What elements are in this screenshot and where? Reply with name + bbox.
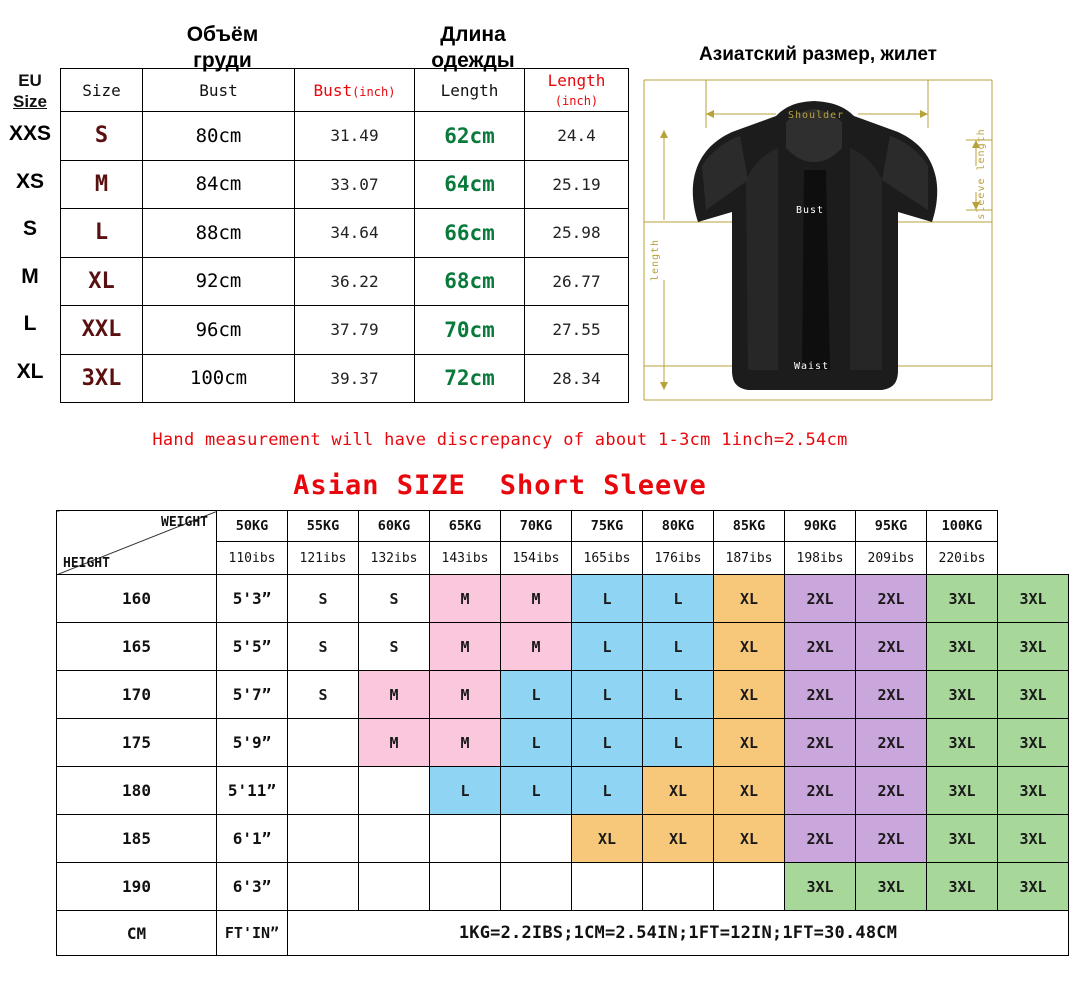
size-cell: 3XL [998,575,1069,623]
size-cell: 2XL [856,767,927,815]
height-ft: 5'7” [217,671,288,719]
grid-row [57,671,1069,719]
size-cell [643,863,714,911]
size-cell: S [359,575,430,623]
size-cell: 3XL [927,815,998,863]
header-asian-vest: Азиатский размер, жилет [699,44,937,65]
grid-row [57,623,1069,671]
size-cell: XL [643,815,714,863]
size-cell: XL [714,767,785,815]
size-cell: S [288,575,359,623]
size-cell: 3XL [927,575,998,623]
asian-size-title-left: Asian SIZE [293,470,466,501]
size-cell: L [643,671,714,719]
size-cell: 3XL [927,671,998,719]
cell-length-inch: 28.34 [525,354,629,403]
header-bust-line1: Объём [186,23,259,46]
cell-bust-inch: 33.07 [295,160,415,209]
size-cell: M [501,623,572,671]
size-cell: 2XL [856,623,927,671]
size-cell: 2XL [785,767,856,815]
eu-size-value: XXS [8,122,52,145]
grid-row [57,815,1069,863]
column-header-size: Size [61,69,143,112]
svg-text:Bust: Bust [796,205,825,216]
table-row [61,112,629,161]
cell-bust: 88cm [143,209,295,258]
column-header-bust: Bust [143,69,295,112]
size-cell: L [643,623,714,671]
size-cell: 2XL [785,575,856,623]
size-cell: 3XL [998,863,1069,911]
cell-length: 70cm [415,306,525,355]
weight-kg: 60KG [359,511,430,542]
weight-ibs: 132ibs [359,542,430,575]
size-chart-top-section [0,0,1000,450]
cell-length-inch: 25.98 [525,209,629,258]
cell-length: 68cm [415,257,525,306]
asian-size-title [0,470,1000,501]
size-cell: M [430,575,501,623]
height-cm: 180 [57,767,217,815]
size-cell: M [430,671,501,719]
eu-size-value: M [21,264,39,288]
eu-size-column [0,68,60,395]
weight-kg: 85KG [714,511,785,542]
weight-ibs: 165ibs [572,542,643,575]
size-cell: L [501,671,572,719]
size-cell [430,815,501,863]
asian-size-title-right: Short Sleeve [499,470,707,501]
height-ft: 5'5” [217,623,288,671]
height-cm: 185 [57,815,217,863]
size-cell: 3XL [998,815,1069,863]
cell-length: 64cm [415,160,525,209]
weight-ibs: 154ibs [501,542,572,575]
height-ft: 5'9” [217,719,288,767]
grid-footer-row [57,911,1069,956]
grid-corner-cell [57,511,217,575]
cell-bust-inch: 34.64 [295,209,415,258]
eu-size-value: XS [15,169,44,193]
weight-ibs: 143ibs [430,542,501,575]
grid-row [57,719,1069,767]
height-cm: 175 [57,719,217,767]
size-cell [359,767,430,815]
size-cell [501,815,572,863]
svg-text:Shoulder: Shoulder [788,110,845,121]
footer-conversion-note: 1KG=2.2IBS;1CM=2.54IN;1FT=12IN;1FT=30.48CM [288,911,1069,956]
cell-bust: 100cm [143,354,295,403]
weight-kg: 80KG [643,511,714,542]
size-cell: XL [714,815,785,863]
corner-height-label: HEIGHT [63,556,110,571]
weight-kg: 70KG [501,511,572,542]
size-cell: L [643,719,714,767]
header-length-line1: Длина [440,23,506,46]
cell-bust: 84cm [143,160,295,209]
height-ft: 5'11” [217,767,288,815]
weight-ibs: 220ibs [927,542,998,575]
cell-size: L [61,209,143,258]
size-cell: XL [714,719,785,767]
garment-illustration [636,70,1000,408]
cell-length-inch: 26.77 [525,257,629,306]
cell-size: 3XL [61,354,143,403]
size-cell: 3XL [927,623,998,671]
size-cell: S [359,623,430,671]
weight-ibs: 176ibs [643,542,714,575]
size-cell: M [359,719,430,767]
size-cell: XL [643,767,714,815]
size-cell: XL [714,575,785,623]
weight-ibs: 121ibs [288,542,359,575]
weight-kg: 65KG [430,511,501,542]
size-cell: 3XL [998,623,1069,671]
weight-kg: 55KG [288,511,359,542]
size-cell: 3XL [998,767,1069,815]
weight-ibs: 110ibs [217,542,288,575]
height-ft: 5'3” [217,575,288,623]
table-row [61,354,629,403]
weight-kg: 90KG [785,511,856,542]
size-cell: 2XL [785,719,856,767]
cell-size: S [61,112,143,161]
size-cell: 3XL [998,719,1069,767]
size-cell: L [501,767,572,815]
size-cell [430,863,501,911]
cell-length-inch: 25.19 [525,160,629,209]
cell-size: XL [61,257,143,306]
size-cell: S [288,671,359,719]
size-cell: L [501,719,572,767]
table-header-row [61,69,629,112]
header-bust-line2: груди [193,49,252,72]
height-cm: 165 [57,623,217,671]
size-cell: XL [714,623,785,671]
size-cell [288,863,359,911]
size-cell [714,863,785,911]
column-header-length-inch: Length (inch) [525,69,629,112]
size-cell: 3XL [998,671,1069,719]
height-cm: 190 [57,863,217,911]
size-cell [501,863,572,911]
cell-bust: 92cm [143,257,295,306]
table-row [61,306,629,355]
table-row [61,160,629,209]
svg-text:Waist: Waist [794,361,830,372]
eu-size-header-line2: Size [12,92,48,111]
eu-size-value: XL [16,359,44,383]
grid-weight-row [57,511,1069,542]
size-cell [359,863,430,911]
height-cm: 170 [57,671,217,719]
header-length-line2: одежды [431,49,515,72]
size-cell [572,863,643,911]
size-cell [288,815,359,863]
weight-kg: 95KG [856,511,927,542]
eu-size-value: S [22,217,37,240]
eu-size-header-line1: EU [18,71,42,90]
size-cell: 2XL [856,671,927,719]
size-cell: M [430,719,501,767]
weight-kg: 75KG [572,511,643,542]
size-cell: XL [714,671,785,719]
column-header-bust-inch: Bust(inch) [295,69,415,112]
height-cm: 160 [57,575,217,623]
size-cell: M [501,575,572,623]
cell-size: XXL [61,306,143,355]
measurement-table [60,68,629,403]
asian-size-grid [56,510,1069,956]
height-ft: 6'1” [217,815,288,863]
size-cell: L [572,671,643,719]
size-cell: L [572,719,643,767]
size-cell: 3XL [927,719,998,767]
size-cell: M [430,623,501,671]
size-cell: 3XL [856,863,927,911]
weight-kg: 100KG [927,511,998,542]
size-cell: 2XL [856,575,927,623]
weight-ibs: 198ibs [785,542,856,575]
size-cell: 3XL [927,863,998,911]
cell-bust: 96cm [143,306,295,355]
cell-length: 62cm [415,112,525,161]
size-cell: S [288,623,359,671]
cell-bust-inch: 36.22 [295,257,415,306]
cell-length: 66cm [415,209,525,258]
eu-size-value: L [23,312,37,335]
cell-length-inch: 27.55 [525,306,629,355]
size-cell: 2XL [785,815,856,863]
eu-size-header [0,68,60,110]
weight-ibs: 187ibs [714,542,785,575]
cell-bust: 80cm [143,112,295,161]
size-cell: XL [572,815,643,863]
weight-kg: 50KG [217,511,288,542]
size-cell: 2XL [856,719,927,767]
grid-row [57,575,1069,623]
corner-weight-label: WEIGHT [161,515,208,530]
size-cell: M [359,671,430,719]
grid-row [57,863,1069,911]
cell-bust-inch: 39.37 [295,354,415,403]
table-row [61,257,629,306]
cell-bust-inch: 37.79 [295,306,415,355]
header-length-ru [388,22,558,74]
cell-bust-inch: 31.49 [295,112,415,161]
footer-ft-label: FT'IN” [217,911,288,956]
size-cell: L [572,575,643,623]
size-cell [288,719,359,767]
size-cell: 2XL [785,671,856,719]
svg-text:length: length [650,238,661,282]
grid-row [57,767,1069,815]
size-cell: 3XL [927,767,998,815]
height-ft: 6'3” [217,863,288,911]
size-cell: 2XL [785,623,856,671]
size-cell: 2XL [856,815,927,863]
column-header-length: Length [415,69,525,112]
cell-length-inch: 24.4 [525,112,629,161]
header-bust-ru [140,22,305,74]
size-cell [359,815,430,863]
svg-text:sleeve length: sleeve length [976,128,987,220]
weight-ibs: 209ibs [856,542,927,575]
size-cell: L [572,623,643,671]
size-cell [288,767,359,815]
size-cell: 3XL [785,863,856,911]
table-row [61,209,629,258]
cell-length: 72cm [415,354,525,403]
size-cell: L [430,767,501,815]
size-cell: L [643,575,714,623]
footer-cm-label: CM [57,911,217,956]
cell-size: M [61,160,143,209]
size-cell: L [572,767,643,815]
measurement-note: Hand measurement will have discrepancy of about 1-3cm 1inch=2.54cm [152,430,848,450]
